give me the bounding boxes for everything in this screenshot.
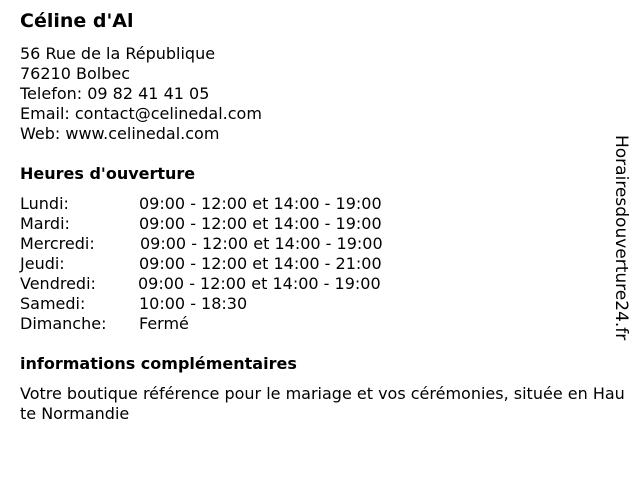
business-name: Céline d'Al: [20, 10, 134, 32]
additional-info-text: Votre boutique référence pour le mariage et vos cérémonies, située en Haute Normandie: [20, 384, 625, 423]
site-watermark: Horairesdouverture24.fr: [611, 135, 631, 341]
business-card: [20, 8, 630, 424]
address-block: [20, 44, 630, 144]
additional-info-heading: informations complémentaires: [20, 354, 297, 373]
day-label: Samedi:: [20, 294, 86, 313]
hours-row-mercredi: [20, 234, 630, 254]
street-address: 56 Rue de la République: [20, 44, 216, 63]
hours-value: 09:00 - 12:00 et 14:00 - 19:00: [140, 234, 383, 253]
day-label: Dimanche:: [20, 314, 107, 333]
hours-value: Fermé: [139, 314, 189, 333]
hours-row-mardi: [20, 214, 630, 234]
hours-row-jeudi: [20, 254, 630, 274]
opening-hours-heading: Heures d'ouverture: [20, 164, 196, 183]
hours-value: 09:00 - 12:00 et 14:00 - 19:00: [138, 274, 381, 293]
hours-value: 10:00 - 18:30: [139, 294, 248, 313]
hours-row-lundi: [20, 194, 630, 214]
hours-value: 09:00 - 12:00 et 14:00 - 19:00: [139, 194, 382, 213]
day-label: Vendredi:: [20, 274, 96, 293]
day-label: Lundi:: [20, 194, 69, 213]
hours-row-vendredi: [20, 274, 630, 294]
hours-row-dimanche: [20, 314, 630, 334]
opening-hours-table: [20, 194, 630, 334]
hours-value: 09:00 - 12:00 et 14:00 - 21:00: [139, 254, 382, 273]
hours-row-samedi: [20, 294, 630, 314]
day-label: Mercredi:: [20, 234, 95, 253]
phone-number: Telefon: 09 82 41 41 05: [20, 84, 210, 103]
hours-value: 09:00 - 12:00 et 14:00 - 19:00: [139, 214, 382, 233]
website: Web: www.celinedal.com: [20, 124, 220, 143]
city-postcode: 76210 Bolbec: [20, 64, 130, 83]
email-address: Email: contact@celinedal.com: [20, 104, 262, 123]
day-label: Mardi:: [20, 214, 70, 233]
day-label: Jeudi:: [20, 254, 65, 273]
